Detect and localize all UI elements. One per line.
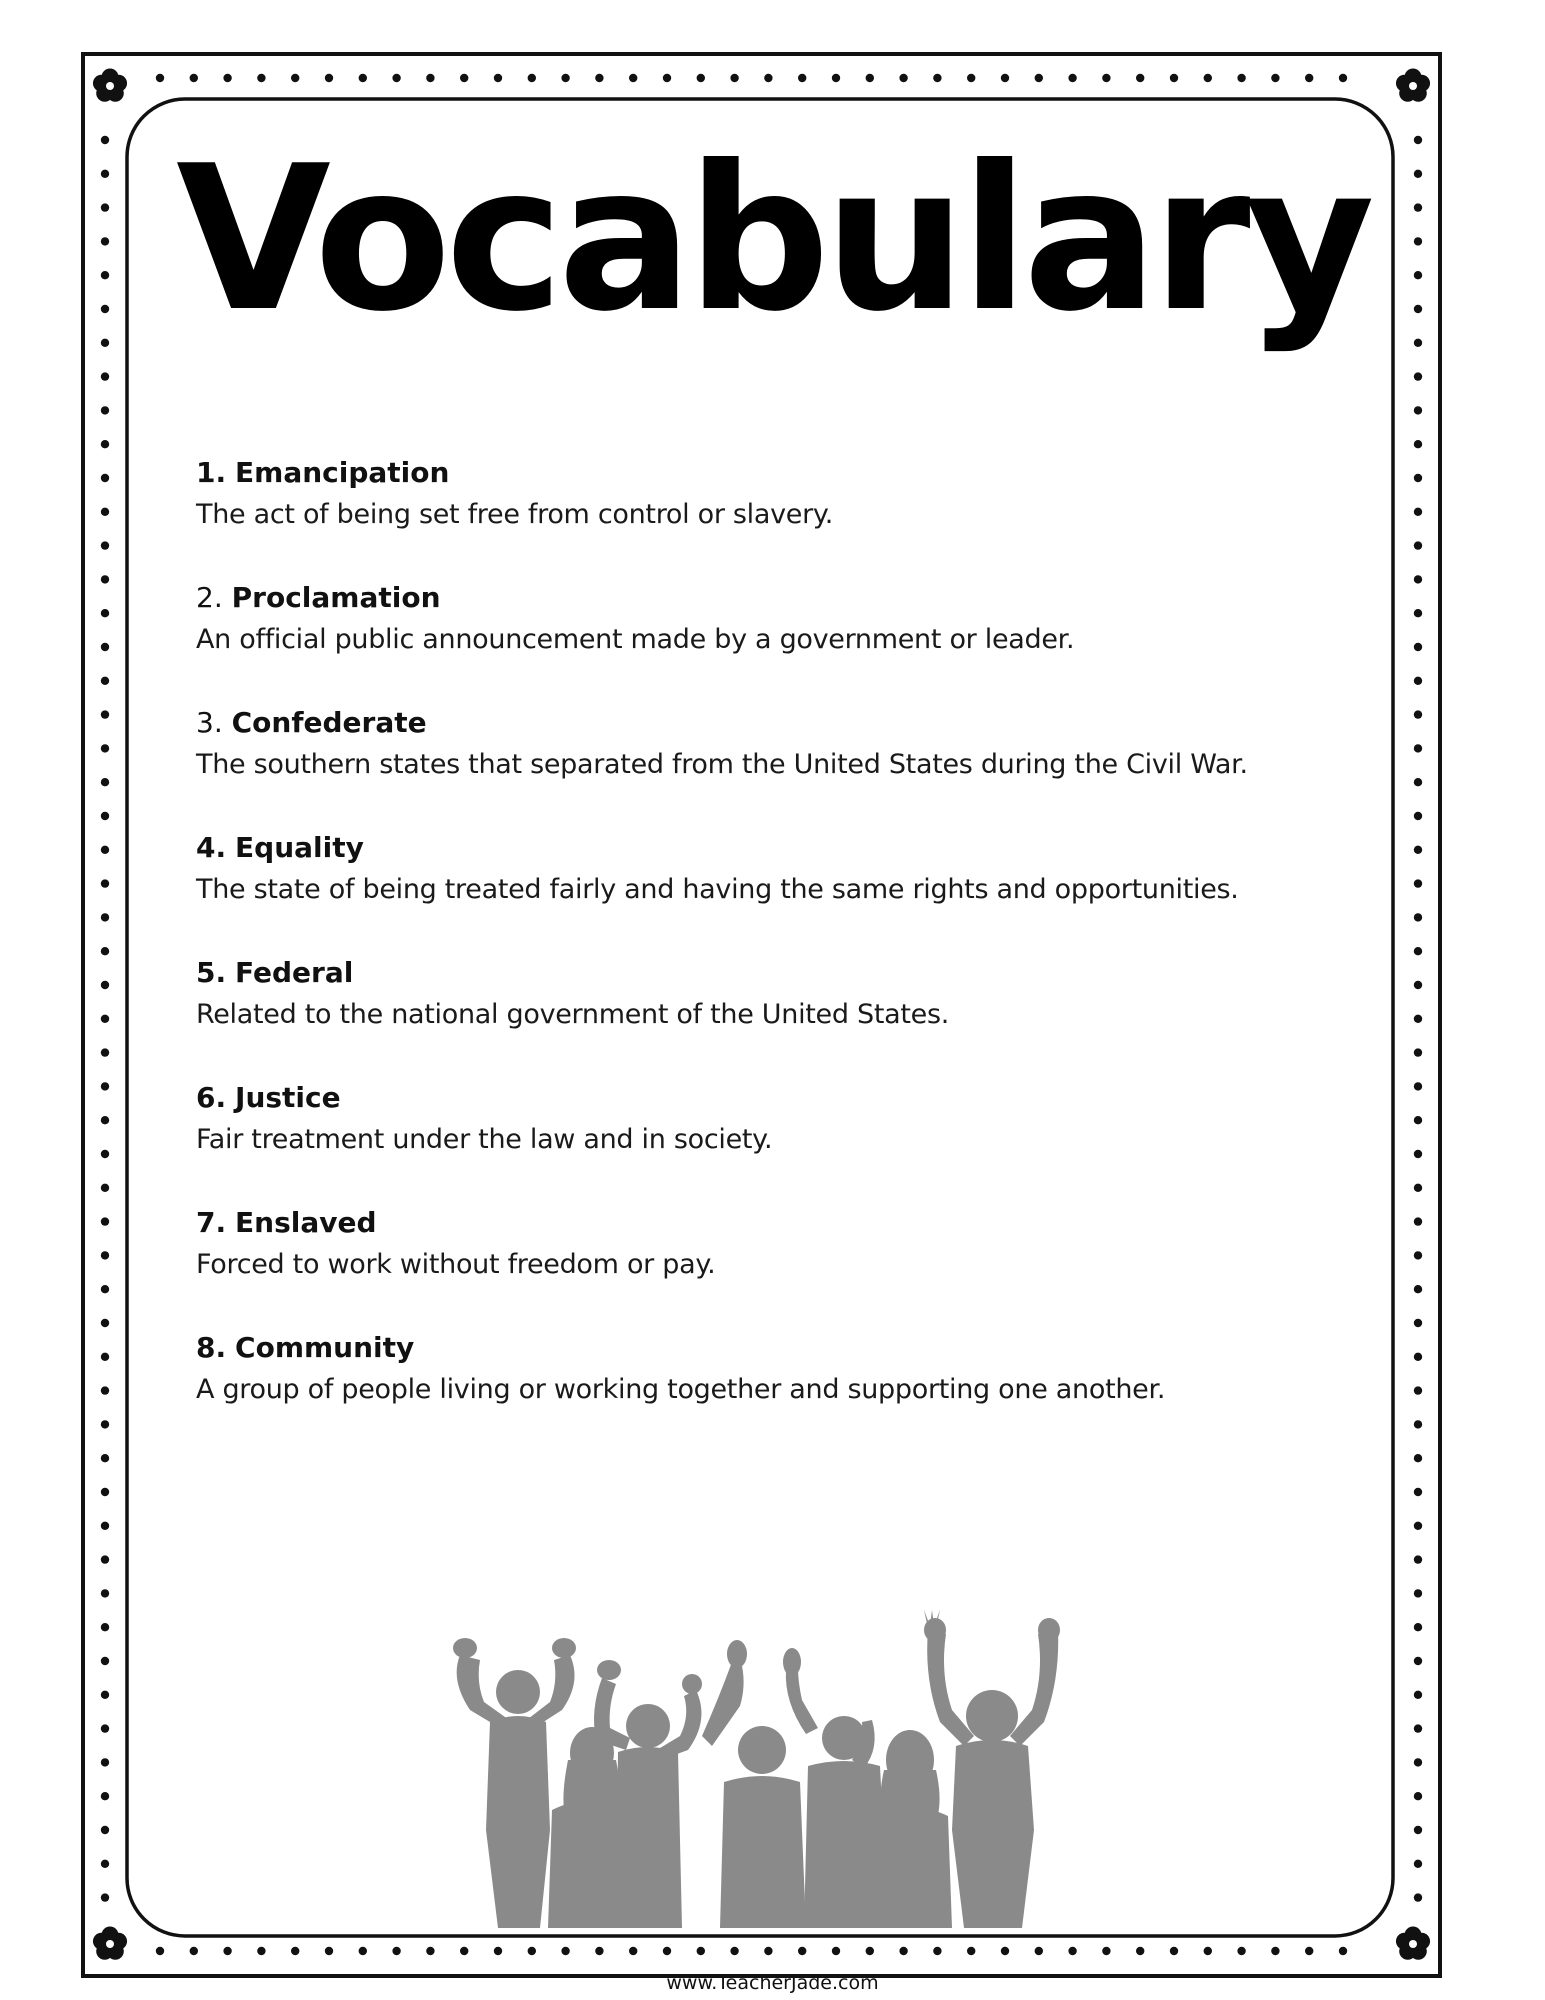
border-dot bbox=[101, 1657, 109, 1665]
border-dot bbox=[967, 1947, 975, 1955]
border-dot bbox=[101, 136, 109, 144]
border-dot bbox=[1414, 1386, 1422, 1394]
border-dot bbox=[223, 74, 231, 82]
term-line bbox=[196, 1077, 1376, 1119]
border-dot bbox=[101, 1048, 109, 1056]
border-dot bbox=[1414, 1792, 1422, 1800]
term-word: Proclamation bbox=[231, 581, 441, 614]
border-dot bbox=[1414, 305, 1422, 313]
border-dot bbox=[1414, 372, 1422, 380]
border-dot bbox=[101, 1015, 109, 1023]
border-dot bbox=[359, 74, 367, 82]
border-dot bbox=[1035, 74, 1043, 82]
border-dot bbox=[325, 1947, 333, 1955]
border-dot bbox=[1414, 879, 1422, 887]
border-dot bbox=[697, 74, 705, 82]
flower-icon bbox=[1396, 1927, 1430, 1960]
term-number: 3. bbox=[196, 706, 223, 739]
border-dot bbox=[629, 1947, 637, 1955]
border-dot bbox=[1414, 1454, 1422, 1462]
border-dot bbox=[101, 1082, 109, 1090]
border-dot bbox=[101, 1420, 109, 1428]
border-dot bbox=[460, 1947, 468, 1955]
border-dot bbox=[291, 1947, 299, 1955]
term-line bbox=[196, 1202, 1376, 1244]
term-definition: The act of being set free from control or slavery. bbox=[196, 499, 834, 530]
border-dot bbox=[1414, 474, 1422, 482]
border-dot bbox=[101, 406, 109, 414]
term-number: 7. bbox=[196, 1206, 227, 1239]
border-dot bbox=[1339, 74, 1347, 82]
border-dot bbox=[1414, 981, 1422, 989]
flower-icon bbox=[93, 1927, 127, 1960]
border-dot bbox=[101, 1116, 109, 1124]
border-dot bbox=[1271, 74, 1279, 82]
border-dot bbox=[1414, 1589, 1422, 1597]
border-dot bbox=[101, 710, 109, 718]
border-dot bbox=[101, 1589, 109, 1597]
border-dot bbox=[1237, 1947, 1245, 1955]
border-dot bbox=[1414, 913, 1422, 921]
border-dot bbox=[595, 74, 603, 82]
border-dot bbox=[1414, 812, 1422, 820]
border-dot bbox=[101, 1150, 109, 1158]
border-dot bbox=[101, 1353, 109, 1361]
border-dot bbox=[1136, 1947, 1144, 1955]
border-dot bbox=[101, 170, 109, 178]
border-dot bbox=[1414, 440, 1422, 448]
border-dot bbox=[101, 575, 109, 583]
border-dot bbox=[156, 74, 164, 82]
border-dot bbox=[101, 1860, 109, 1868]
border-dot bbox=[1414, 1015, 1422, 1023]
border-dot bbox=[101, 1893, 109, 1901]
border-dot bbox=[1414, 1522, 1422, 1530]
border-dot bbox=[101, 1623, 109, 1631]
border-dot bbox=[257, 74, 265, 82]
border-dot bbox=[101, 440, 109, 448]
border-dot bbox=[101, 1724, 109, 1732]
border-dot bbox=[101, 1251, 109, 1259]
border-dot bbox=[1414, 1826, 1422, 1834]
border-dot bbox=[1414, 1116, 1422, 1124]
border-dot bbox=[764, 74, 772, 82]
border-dot bbox=[764, 1947, 772, 1955]
border-dot bbox=[528, 1947, 536, 1955]
term-word: Federal bbox=[235, 956, 354, 989]
term-line bbox=[196, 952, 1376, 994]
border-dot bbox=[1414, 1420, 1422, 1428]
border-dot bbox=[1204, 1947, 1212, 1955]
border-dot bbox=[101, 1386, 109, 1394]
border-dot bbox=[1414, 203, 1422, 211]
border-dot bbox=[101, 1522, 109, 1530]
border-dot bbox=[101, 1488, 109, 1496]
border-dot bbox=[101, 339, 109, 347]
border-dot bbox=[528, 74, 536, 82]
border-dot bbox=[392, 74, 400, 82]
border-dot bbox=[1414, 136, 1422, 144]
border-dot bbox=[1237, 74, 1245, 82]
border-dot bbox=[1102, 74, 1110, 82]
border-dot bbox=[101, 677, 109, 685]
border-dot bbox=[730, 1947, 738, 1955]
border-dot bbox=[1414, 1150, 1422, 1158]
flower-icon bbox=[1396, 69, 1430, 102]
border-dot bbox=[1414, 237, 1422, 245]
border-dot bbox=[101, 1184, 109, 1192]
term-number: 4. bbox=[196, 831, 227, 864]
vocab-item-justice bbox=[196, 1077, 1376, 1202]
border-dot bbox=[933, 1947, 941, 1955]
border-dot bbox=[1170, 1947, 1178, 1955]
dotted-border-top bbox=[156, 74, 1347, 82]
vocab-item-equality bbox=[196, 827, 1376, 952]
border-dot bbox=[1271, 1947, 1279, 1955]
border-dot bbox=[629, 74, 637, 82]
border-dot bbox=[101, 981, 109, 989]
border-dot bbox=[1414, 1657, 1422, 1665]
border-dot bbox=[1414, 1623, 1422, 1631]
border-dot bbox=[1068, 74, 1076, 82]
border-dot bbox=[1136, 74, 1144, 82]
border-dot bbox=[494, 1947, 502, 1955]
border-dot bbox=[359, 1947, 367, 1955]
border-dot bbox=[1414, 1758, 1422, 1766]
border-dot bbox=[1414, 1285, 1422, 1293]
border-dot bbox=[1102, 1947, 1110, 1955]
border-dot bbox=[426, 1947, 434, 1955]
border-dot bbox=[101, 1319, 109, 1327]
dotted-border-left bbox=[101, 136, 109, 1902]
border-dot bbox=[101, 1758, 109, 1766]
border-dot bbox=[832, 74, 840, 82]
border-dot bbox=[494, 74, 502, 82]
term-definition: A group of people living or working together and supporting one another. bbox=[196, 1374, 1166, 1405]
border-dot bbox=[1001, 1947, 1009, 1955]
vocab-item-emancipation bbox=[196, 452, 1376, 577]
term-definition: Related to the national government of the United States. bbox=[196, 999, 950, 1030]
border-dot bbox=[933, 74, 941, 82]
border-dot bbox=[325, 74, 333, 82]
border-dot bbox=[730, 74, 738, 82]
vocabulary-list bbox=[196, 452, 1376, 1452]
border-dot bbox=[866, 74, 874, 82]
term-number: 6. bbox=[196, 1081, 227, 1114]
border-dot bbox=[561, 74, 569, 82]
border-dot bbox=[1414, 778, 1422, 786]
border-dot bbox=[460, 74, 468, 82]
border-dot bbox=[101, 643, 109, 651]
border-dot bbox=[101, 305, 109, 313]
border-dot bbox=[101, 947, 109, 955]
border-dot bbox=[1414, 609, 1422, 617]
border-dot bbox=[101, 203, 109, 211]
border-dot bbox=[866, 1947, 874, 1955]
border-dot bbox=[1414, 1184, 1422, 1192]
vocab-item-confederate bbox=[196, 702, 1376, 827]
term-word: Confederate bbox=[231, 706, 427, 739]
border-dot bbox=[1414, 541, 1422, 549]
border-dot bbox=[1414, 1724, 1422, 1732]
term-word: Community bbox=[235, 1331, 415, 1364]
border-dot bbox=[1204, 74, 1212, 82]
border-dot bbox=[101, 1691, 109, 1699]
border-dot bbox=[101, 879, 109, 887]
border-dot bbox=[190, 1947, 198, 1955]
border-dot bbox=[101, 541, 109, 549]
border-dot bbox=[101, 271, 109, 279]
dotted-border-bottom bbox=[156, 1947, 1347, 1955]
border-dot bbox=[663, 74, 671, 82]
term-number: 2. bbox=[196, 581, 223, 614]
border-dot bbox=[1414, 710, 1422, 718]
border-dot bbox=[1414, 575, 1422, 583]
border-dot bbox=[1414, 846, 1422, 854]
border-dot bbox=[101, 1826, 109, 1834]
border-dot bbox=[101, 1285, 109, 1293]
border-dot bbox=[561, 1947, 569, 1955]
page-title: Vocabulary bbox=[176, 123, 1369, 356]
border-dot bbox=[1414, 1353, 1422, 1361]
border-dot bbox=[101, 508, 109, 516]
border-dot bbox=[392, 1947, 400, 1955]
term-line bbox=[196, 827, 1376, 869]
dotted-border-right bbox=[1414, 136, 1422, 1902]
border-dot bbox=[1170, 74, 1178, 82]
border-dot bbox=[1414, 1860, 1422, 1868]
flower-icon bbox=[93, 69, 127, 102]
border-dot bbox=[1414, 1082, 1422, 1090]
term-word: Emancipation bbox=[235, 456, 450, 489]
border-dot bbox=[1414, 1048, 1422, 1056]
term-word: Enslaved bbox=[235, 1206, 377, 1239]
border-dot bbox=[595, 1947, 603, 1955]
border-dot bbox=[1305, 1947, 1313, 1955]
border-dot bbox=[1414, 643, 1422, 651]
border-dot bbox=[1414, 1691, 1422, 1699]
border-dot bbox=[1339, 1947, 1347, 1955]
term-line bbox=[196, 577, 1376, 619]
border-dot bbox=[1414, 271, 1422, 279]
border-dot bbox=[223, 1947, 231, 1955]
border-dot bbox=[1001, 74, 1009, 82]
border-dot bbox=[1414, 677, 1422, 685]
border-dot bbox=[101, 778, 109, 786]
vocab-item-community bbox=[196, 1327, 1376, 1452]
border-dot bbox=[426, 74, 434, 82]
border-dot bbox=[101, 1454, 109, 1462]
border-dot bbox=[1305, 74, 1313, 82]
border-dot bbox=[1414, 339, 1422, 347]
term-definition: Forced to work without freedom or pay. bbox=[196, 1249, 716, 1280]
border-dot bbox=[1414, 1319, 1422, 1327]
border-dot bbox=[190, 74, 198, 82]
vocab-item-federal bbox=[196, 952, 1376, 1077]
border-dot bbox=[1414, 1217, 1422, 1225]
term-number: 1. bbox=[196, 456, 227, 489]
term-definition: Fair treatment under the law and in society. bbox=[196, 1124, 773, 1155]
border-dot bbox=[101, 1792, 109, 1800]
term-word: Justice bbox=[235, 1081, 341, 1114]
term-number: 5. bbox=[196, 956, 227, 989]
border-dot bbox=[1414, 1893, 1422, 1901]
vocab-item-enslaved bbox=[196, 1202, 1376, 1327]
border-dot bbox=[1414, 744, 1422, 752]
border-dot bbox=[967, 74, 975, 82]
border-dot bbox=[101, 609, 109, 617]
term-line bbox=[196, 702, 1376, 744]
border-dot bbox=[1068, 1947, 1076, 1955]
border-dot bbox=[798, 74, 806, 82]
footer-url: www.TeacherJade.com bbox=[666, 1972, 879, 1994]
border-dot bbox=[291, 74, 299, 82]
border-dot bbox=[798, 1947, 806, 1955]
border-dot bbox=[101, 1217, 109, 1225]
border-dot bbox=[101, 372, 109, 380]
border-dot bbox=[899, 1947, 907, 1955]
border-dot bbox=[101, 1555, 109, 1563]
border-dot bbox=[101, 237, 109, 245]
border-dot bbox=[1414, 947, 1422, 955]
term-line bbox=[196, 452, 1376, 494]
border-dot bbox=[832, 1947, 840, 1955]
border-dot bbox=[156, 1947, 164, 1955]
border-dot bbox=[1414, 406, 1422, 414]
cheering-crowd-illustration bbox=[440, 1610, 1080, 1928]
vocab-item-proclamation bbox=[196, 577, 1376, 702]
border-dot bbox=[1414, 170, 1422, 178]
border-dot bbox=[1035, 1947, 1043, 1955]
term-word: Equality bbox=[235, 831, 364, 864]
border-dot bbox=[101, 812, 109, 820]
border-dot bbox=[663, 1947, 671, 1955]
border-dot bbox=[1414, 1555, 1422, 1563]
term-definition: An official public announcement made by a government or leader. bbox=[196, 624, 1075, 655]
border-dot bbox=[1414, 508, 1422, 516]
term-line bbox=[196, 1327, 1376, 1369]
term-definition: The state of being treated fairly and having the same rights and opportunities. bbox=[196, 874, 1239, 905]
border-dot bbox=[257, 1947, 265, 1955]
border-dot bbox=[101, 744, 109, 752]
border-dot bbox=[101, 846, 109, 854]
border-dot bbox=[1414, 1488, 1422, 1496]
term-definition: The southern states that separated from the United States during the Civil War. bbox=[196, 749, 1248, 780]
silhouette-person bbox=[868, 1730, 952, 1928]
border-dot bbox=[899, 74, 907, 82]
border-dot bbox=[101, 913, 109, 921]
term-number: 8. bbox=[196, 1331, 227, 1364]
border-dot bbox=[101, 474, 109, 482]
border-dot bbox=[697, 1947, 705, 1955]
border-dot bbox=[1414, 1251, 1422, 1259]
